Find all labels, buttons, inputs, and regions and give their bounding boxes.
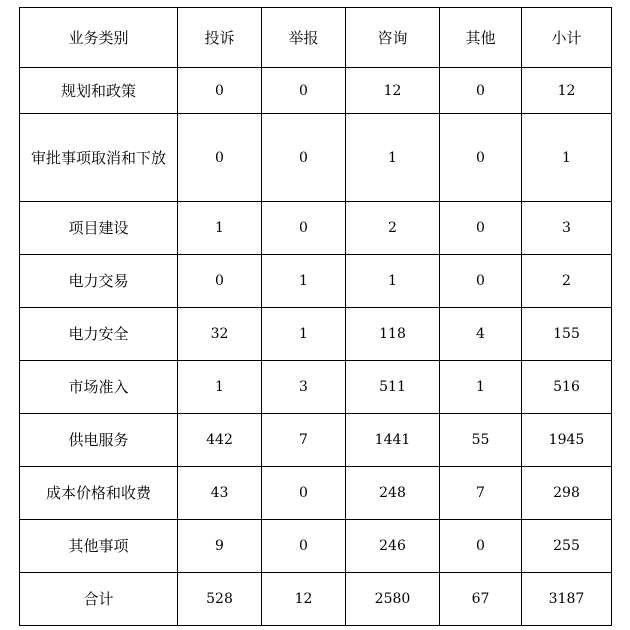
table-header-row	[20, 8, 612, 68]
cell-consult: 1441	[346, 414, 440, 467]
cell-complaint: 1	[178, 361, 262, 414]
cell-consult: 1	[346, 114, 440, 202]
cell-subtotal: 1945	[522, 414, 612, 467]
cell-other: 7	[440, 467, 522, 520]
table-row	[20, 361, 612, 414]
cell-complaint: 43	[178, 467, 262, 520]
table-row	[20, 520, 612, 573]
cell-category: 供电服务	[20, 414, 178, 467]
table-row	[20, 114, 612, 202]
cell-other: 0	[440, 68, 522, 114]
cell-complaint: 0	[178, 255, 262, 308]
cell-category: 规划和政策	[20, 68, 178, 114]
cell-complaint: 1	[178, 202, 262, 255]
cell-total-label: 合计	[20, 573, 178, 626]
header-consult: 咨询	[346, 8, 440, 68]
business-category-table	[19, 7, 612, 626]
cell-complaint: 442	[178, 414, 262, 467]
cell-category: 电力交易	[20, 255, 178, 308]
table-row	[20, 202, 612, 255]
header-complaint: 投诉	[178, 8, 262, 68]
cell-report: 0	[262, 202, 346, 255]
cell-report: 1	[262, 255, 346, 308]
cell-subtotal: 2	[522, 255, 612, 308]
table-row	[20, 308, 612, 361]
cell-subtotal: 298	[522, 467, 612, 520]
cell-complaint: 32	[178, 308, 262, 361]
cell-consult: 118	[346, 308, 440, 361]
cell-consult: 248	[346, 467, 440, 520]
cell-consult: 246	[346, 520, 440, 573]
header-category: 业务类别	[20, 8, 178, 68]
cell-complaint: 0	[178, 114, 262, 202]
cell-total-other: 67	[440, 573, 522, 626]
cell-consult: 1	[346, 255, 440, 308]
cell-total-consult: 2580	[346, 573, 440, 626]
cell-total-subtotal: 3187	[522, 573, 612, 626]
cell-category: 其他事项	[20, 520, 178, 573]
cell-other: 55	[440, 414, 522, 467]
cell-subtotal: 155	[522, 308, 612, 361]
cell-category: 电力安全	[20, 308, 178, 361]
cell-subtotal: 516	[522, 361, 612, 414]
table-row	[20, 68, 612, 114]
cell-subtotal: 12	[522, 68, 612, 114]
cell-other: 0	[440, 255, 522, 308]
cell-total-complaint: 528	[178, 573, 262, 626]
table-row	[20, 255, 612, 308]
cell-subtotal: 3	[522, 202, 612, 255]
header-report: 举报	[262, 8, 346, 68]
cell-complaint: 0	[178, 68, 262, 114]
cell-other: 0	[440, 520, 522, 573]
cell-other: 0	[440, 202, 522, 255]
cell-other: 1	[440, 361, 522, 414]
cell-report: 0	[262, 520, 346, 573]
cell-other: 0	[440, 114, 522, 202]
table-row	[20, 467, 612, 520]
cell-report: 0	[262, 467, 346, 520]
cell-subtotal: 1	[522, 114, 612, 202]
cell-category: 成本价格和收费	[20, 467, 178, 520]
cell-other: 4	[440, 308, 522, 361]
cell-report: 7	[262, 414, 346, 467]
cell-category: 项目建设	[20, 202, 178, 255]
cell-report: 0	[262, 114, 346, 202]
cell-report: 1	[262, 308, 346, 361]
cell-category: 市场准入	[20, 361, 178, 414]
cell-consult: 12	[346, 68, 440, 114]
cell-report: 3	[262, 361, 346, 414]
table-total-row	[20, 573, 612, 626]
cell-category: 审批事项取消和下放	[20, 114, 178, 202]
cell-subtotal: 255	[522, 520, 612, 573]
cell-report: 0	[262, 68, 346, 114]
header-other: 其他	[440, 8, 522, 68]
cell-consult: 2	[346, 202, 440, 255]
header-subtotal: 小计	[522, 8, 612, 68]
table-row	[20, 414, 612, 467]
cell-complaint: 9	[178, 520, 262, 573]
cell-total-report: 12	[262, 573, 346, 626]
cell-consult: 511	[346, 361, 440, 414]
